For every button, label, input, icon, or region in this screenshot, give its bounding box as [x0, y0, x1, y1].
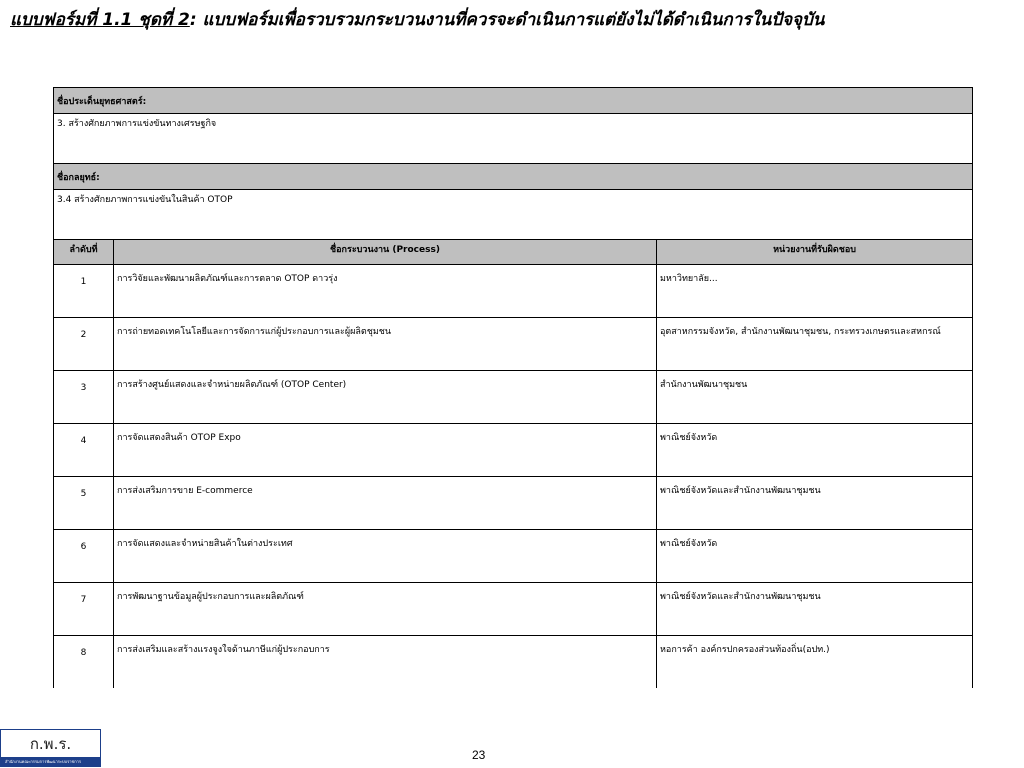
table-row: [54, 265, 973, 318]
responsible-unit: พาณิชย์จังหวัด: [657, 424, 973, 477]
col-header-process: ชื่อกระบวนงาน (Process): [114, 240, 657, 265]
table-row: [54, 371, 973, 424]
row-number: 6: [80, 542, 87, 552]
table-row: [54, 318, 973, 371]
responsible-unit: พาณิชย์จังหวัดและสำนักงานพัฒนาชุมชน: [657, 477, 973, 530]
responsible-unit: พาณิชย์จังหวัดและสำนักงานพัฒนาชุมชน: [657, 583, 973, 636]
responsible-unit: สำนักงานพัฒนาชุมชน: [657, 371, 973, 424]
process-name: การจัดแสดงและจำหน่ายสินค้าในต่างประเทศ: [114, 530, 657, 583]
process-name: การถ่ายทอดเทคโนโลยีและการจัดการแก่ผู้ประกอบการและผู้ผลิตชุมชน: [114, 318, 657, 371]
logo-subtext: สำนักงานคณะกรรมการพัฒนาระบบราชการ: [5, 759, 82, 764]
page-title: [10, 8, 1010, 32]
process-name: การส่งเสริมและสร้างแรงจูงใจด้านภาษีแก่ผู้ประกอบการ: [114, 636, 657, 689]
table-row: [54, 636, 973, 689]
row-number: 5: [80, 489, 87, 499]
responsible-unit: อุตสาหกรรมจังหวัด, สำนักงานพัฒนาชุมชน, กระทรวงเกษตรและสหกรณ์: [657, 318, 973, 371]
responsible-unit: หอการค้า องค์กรปกครองส่วนท้องถิ่น(อปท.): [657, 636, 973, 689]
row-number: 8: [80, 648, 87, 658]
row-number: 2: [80, 330, 87, 340]
process-form-table: [53, 87, 973, 688]
logo-text: ก.พ.ร.: [29, 735, 72, 753]
col-header-no: ลำดับที่: [54, 240, 114, 265]
table-row: [54, 424, 973, 477]
responsible-unit: มหาวิทยาลัย...: [657, 265, 973, 318]
row-number: 4: [80, 436, 87, 446]
responsible-unit: พาณิชย์จังหวัด: [657, 530, 973, 583]
row-number: 3: [80, 383, 87, 393]
process-name: การส่งเสริมการขาย E-commerce: [114, 477, 657, 530]
process-name: การวิจัยและพัฒนาผลิตภัณฑ์และการตลาด OTOP ดาวรุ่ง: [114, 265, 657, 318]
col-header-unit: หน่วยงานที่รับผิดชอบ: [657, 240, 973, 265]
process-name: การจัดแสดงสินค้า OTOP Expo: [114, 424, 657, 477]
strategy-label: ชื่อกลยุทธ์:: [54, 164, 973, 190]
process-name: การพัฒนาฐานข้อมูลผู้ประกอบการและผลิตภัณฑ์: [114, 583, 657, 636]
strategic-issue-value: 3. สร้างศักยภาพการแข่งขันทางเศรษฐกิจ: [54, 114, 973, 164]
form-number: แบบฟอร์มที่ 1.1 ชุดที่ 2: [10, 10, 190, 30]
process-name: การสร้างศูนย์แสดงและจำหน่ายผลิตภัณฑ์ (OTOP Center): [114, 371, 657, 424]
table-row: [54, 477, 973, 530]
row-number: 7: [80, 595, 87, 605]
table-row: [54, 583, 973, 636]
strategy-value: 3.4 สร้างศักยภาพการแข่งขันในสินค้า OTOP: [54, 190, 973, 240]
row-number: 1: [80, 277, 87, 287]
opdc-logo: [0, 729, 101, 767]
table-row: [54, 530, 973, 583]
form-title: : แบบฟอร์มเพื่อรวบรวมกระบวนงานที่ควรจะดำเนินการแต่ยังไม่ได้ดำเนินการในปัจจุบัน: [189, 10, 825, 30]
strategic-issue-label: ชื่อประเด็นยุทธศาสตร์:: [54, 88, 973, 114]
page-number: 23: [472, 748, 486, 762]
